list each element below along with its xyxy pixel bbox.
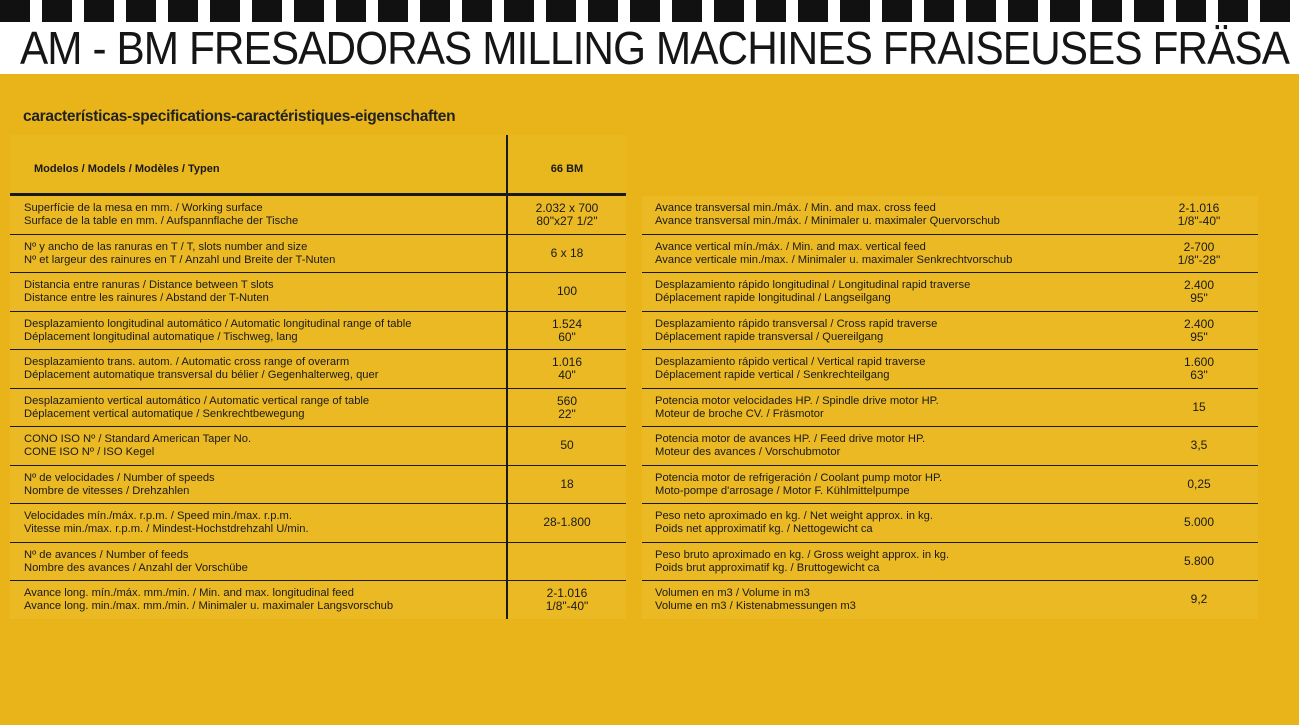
table-row xyxy=(10,427,626,466)
spec-value xyxy=(1140,555,1258,568)
spec-label-line: Déplacement rapide transversal / Quereilgang xyxy=(655,330,884,343)
spec-value-line: 1/8"-40" xyxy=(1177,214,1221,228)
table-row xyxy=(642,273,1258,312)
spec-label-line: Volumen en m3 / Volume in m3 xyxy=(655,587,810,599)
spec-value xyxy=(508,356,626,382)
table-row xyxy=(10,312,626,351)
spec-value xyxy=(1140,356,1258,382)
spec-label-line: Avance verticale min./max. / Minimaler u. maximaler Senkrechtvorschub xyxy=(655,253,1013,266)
spec-value xyxy=(508,247,626,260)
spec-value-line: 9,2 xyxy=(1190,592,1208,606)
specs-table-left xyxy=(10,135,626,619)
spec-label xyxy=(655,395,1131,421)
table-header xyxy=(10,135,626,196)
spec-label xyxy=(24,510,500,536)
table-row xyxy=(10,504,626,543)
spec-value xyxy=(1140,478,1258,491)
spec-value-line: 50 xyxy=(560,438,574,452)
table-row xyxy=(642,504,1258,543)
spec-label xyxy=(24,472,500,498)
spec-label xyxy=(24,587,500,613)
spec-label xyxy=(655,356,1131,382)
spec-label-line: Nombre des avances / Anzahl der Vorschübe xyxy=(24,561,248,574)
spec-value xyxy=(508,285,626,298)
table-row xyxy=(10,543,626,582)
spec-label-line: Desplazamiento rápido longitudinal / Longitudinal rapid traverse xyxy=(655,279,971,291)
spec-value xyxy=(1140,318,1258,344)
spec-label-line: Poids net approximatif kg. / Nettogewicht ca xyxy=(655,523,873,535)
spec-value xyxy=(1140,593,1258,606)
spec-value-line: 63" xyxy=(1190,368,1208,382)
table-row xyxy=(10,235,626,274)
spec-label-line: Avance long. mín./máx. mm./min. / Min. and max. longitudinal feed xyxy=(24,587,354,599)
spec-label-line: Déplacement rapide vertical / Senkrechteilgang xyxy=(655,369,890,381)
spec-label-line: CONO ISO Nº / Standard American Taper No. xyxy=(24,433,252,445)
spec-value-line: 1/8"-40" xyxy=(545,599,589,613)
spec-label-line: Nombre de vitesses / Drehzahlen xyxy=(24,484,190,497)
left-rows xyxy=(10,196,626,619)
spec-value-line: 5.000 xyxy=(1183,515,1215,529)
spec-value xyxy=(1140,401,1258,414)
spec-label-line: Surface de la table en mm. / Aufspannflache der Tische xyxy=(24,215,299,227)
spec-label-line: Déplacement automatique transversal du bélier / Gegenhalterweg, quer xyxy=(24,369,379,381)
spec-value-line: 2.032 x 700 xyxy=(535,201,599,215)
spec-value-line: 6 x 18 xyxy=(550,245,584,260)
spec-label-line: Volume en m3 / Kistenabmessungen m3 xyxy=(655,600,856,612)
spec-value-line: 15 xyxy=(1192,399,1206,414)
table-row xyxy=(642,312,1258,351)
spec-value-line: 2-1.016 xyxy=(546,586,588,600)
header-model: 66 BM xyxy=(550,163,584,175)
spec-value-line: 560 xyxy=(556,393,578,408)
spec-label-line: Déplacement longitudinal automatique / Tischweg, lang xyxy=(24,330,298,343)
spec-label-line: Nº y ancho de las ranuras en T / T, slots number and size xyxy=(24,240,308,253)
spec-value-line: 5.800 xyxy=(1183,553,1215,568)
spec-label-line: Avance long. min./max. mm./min. / Minimaler u. maximaler Langsvorschub xyxy=(24,600,394,612)
spec-label xyxy=(24,395,500,421)
spec-label-line: Déplacement rapide longitudinal / Langseilgang xyxy=(655,292,891,304)
spec-value xyxy=(508,202,626,228)
specs-table-right xyxy=(642,196,1258,619)
spec-label xyxy=(24,549,500,575)
spec-label-line: Moteur des avances / Vorschubmotor xyxy=(655,446,841,458)
spec-value-line: 40" xyxy=(558,368,576,382)
table-row xyxy=(10,273,626,312)
spec-label-line: Nº et largeur des rainures en T / Anzahl und Breite der T-Nuten xyxy=(24,253,336,266)
table-row xyxy=(642,427,1258,466)
spec-value-line: 100 xyxy=(556,284,578,298)
spec-value xyxy=(508,478,626,491)
spec-value-line: 22" xyxy=(558,406,576,421)
spec-label-line: Nº de avances / Number of feeds xyxy=(24,548,189,561)
spec-label xyxy=(24,202,500,228)
spec-value xyxy=(1140,279,1258,305)
table-row xyxy=(642,350,1258,389)
spec-value-line: 60" xyxy=(558,329,576,344)
spec-value-line: 2.400 xyxy=(1183,316,1215,331)
spec-label-line: Potencia motor velocidades HP. / Spindle drive motor HP. xyxy=(655,394,939,407)
right-rows xyxy=(642,196,1258,619)
spec-value xyxy=(508,318,626,344)
table-row xyxy=(642,466,1258,505)
spec-value xyxy=(1140,241,1258,267)
spec-label xyxy=(655,587,1131,613)
spec-value xyxy=(508,516,626,529)
spec-label xyxy=(655,241,1131,267)
spec-value xyxy=(508,587,626,613)
table-row xyxy=(642,389,1258,428)
spec-value-line: 1/8"-28" xyxy=(1177,252,1221,267)
spec-value-line: 2-1.016 xyxy=(1178,201,1220,215)
spec-label-line: Moto-pompe d'arrosage / Motor F. Kühlmittelpumpe xyxy=(655,484,910,497)
spec-value-line: 1.524 xyxy=(551,316,583,331)
table-row xyxy=(10,350,626,389)
spec-label-line: Potencia motor de refrigeración / Coolant pump motor HP. xyxy=(655,471,943,484)
spec-label-line: Desplazamiento longitudinal automático / Automatic longitudinal range of table xyxy=(24,317,412,330)
page-subtitle: características-specifications-caractéristiques-eigenschaften xyxy=(23,108,456,125)
spec-value-line: 1.016 xyxy=(551,355,583,369)
spec-label-line: Distancia entre ranuras / Distance between T slots xyxy=(24,279,274,291)
spec-value-line: 18 xyxy=(560,476,574,491)
spec-label xyxy=(24,241,500,267)
header-label: Modelos / Models / Modèles / Typen xyxy=(34,163,220,175)
spec-label xyxy=(655,279,1131,305)
spec-label xyxy=(24,318,500,344)
spec-value-line: 95" xyxy=(1190,291,1208,305)
spec-value-line: 95" xyxy=(1190,329,1208,344)
spec-label xyxy=(655,549,1131,575)
spec-label-line: Desplazamiento trans. autom. / Automatic cross range of overarm xyxy=(24,356,350,368)
spec-label-line: Desplazamiento vertical automático / Automatic vertical range of table xyxy=(24,394,370,407)
table-row xyxy=(642,543,1258,582)
table-row xyxy=(10,196,626,235)
title-banner xyxy=(0,22,1299,74)
table-row xyxy=(642,196,1258,235)
spec-label-line: Desplazamiento rápido transversal / Cross rapid traverse xyxy=(655,317,938,330)
spec-label-line: CONE ISO Nº / ISO Kegel xyxy=(24,446,155,458)
table-row xyxy=(10,466,626,505)
binding-holes xyxy=(0,0,1299,22)
spec-label xyxy=(655,318,1131,344)
spec-label xyxy=(24,433,500,459)
table-row xyxy=(10,581,626,619)
spec-label-line: Distance entre les rainures / Abstand der T-Nuten xyxy=(24,292,269,304)
spec-label-line: Avance transversal min./máx. / Minimaler u. maximaler Quervorschub xyxy=(655,215,1000,227)
table-row xyxy=(10,389,626,428)
spec-label-line: Avance transversal min./máx. / Min. and max. cross feed xyxy=(655,202,936,214)
spec-value-line: 28-1.800 xyxy=(543,515,591,529)
spec-label xyxy=(655,433,1131,459)
spec-value-line: 1.600 xyxy=(1183,355,1215,369)
banner-title: AM - BM FRESADORAS MILLING MACHINES FRAISEUSES FRÄSA xyxy=(20,22,1290,74)
table-row xyxy=(642,235,1258,274)
spec-label-line: Déplacement vertical automatique / Senkrechtbewegung xyxy=(24,407,305,420)
column-divider xyxy=(506,543,508,581)
spec-label-line: Nº de velocidades / Number of speeds xyxy=(24,471,215,484)
table-row xyxy=(642,581,1258,619)
spec-value xyxy=(1140,516,1258,529)
spec-label xyxy=(655,202,1131,228)
spec-label-line: Moteur de broche CV. / Fräsmotor xyxy=(655,407,824,420)
spec-value xyxy=(1140,202,1258,228)
spec-value-line: 80"x27 1/2" xyxy=(536,214,598,228)
spec-value-line: 2-700 xyxy=(1183,239,1215,254)
spec-label xyxy=(24,356,500,382)
spec-value xyxy=(508,395,626,421)
spec-label xyxy=(24,279,500,305)
spec-label-line: Vitesse min./max. r.p.m. / Mindest-Hochstdrehzahl U/min. xyxy=(24,523,309,535)
spec-value-line: 0,25 xyxy=(1187,476,1211,491)
spec-value xyxy=(1140,439,1258,452)
spec-label-line: Peso neto aproximado en kg. / Net weight approx. in kg. xyxy=(655,510,933,522)
spec-label-line: Avance vertical mín./máx. / Min. and max. vertical feed xyxy=(655,240,926,253)
spec-label-line: Superfície de la mesa en mm. / Working surface xyxy=(24,202,263,214)
spec-value-line: 2.400 xyxy=(1183,278,1215,292)
spec-label-line: Potencia motor de avances HP. / Feed drive motor HP. xyxy=(655,433,926,445)
spec-value xyxy=(508,439,626,452)
spec-label-line: Velocidades mín./máx. r.p.m. / Speed min./max. r.p.m. xyxy=(24,510,292,522)
spec-label-line: Peso bruto aproximado en kg. / Gross weight approx. in kg. xyxy=(655,548,950,561)
spec-label-line: Poids brut approximatif kg. / Bruttogewicht ca xyxy=(655,561,880,574)
spec-label-line: Desplazamiento rápido vertical / Vertical rapid traverse xyxy=(655,356,926,368)
spec-value-line: 3,5 xyxy=(1190,438,1208,452)
spec-label xyxy=(655,472,1131,498)
spec-label xyxy=(655,510,1131,536)
